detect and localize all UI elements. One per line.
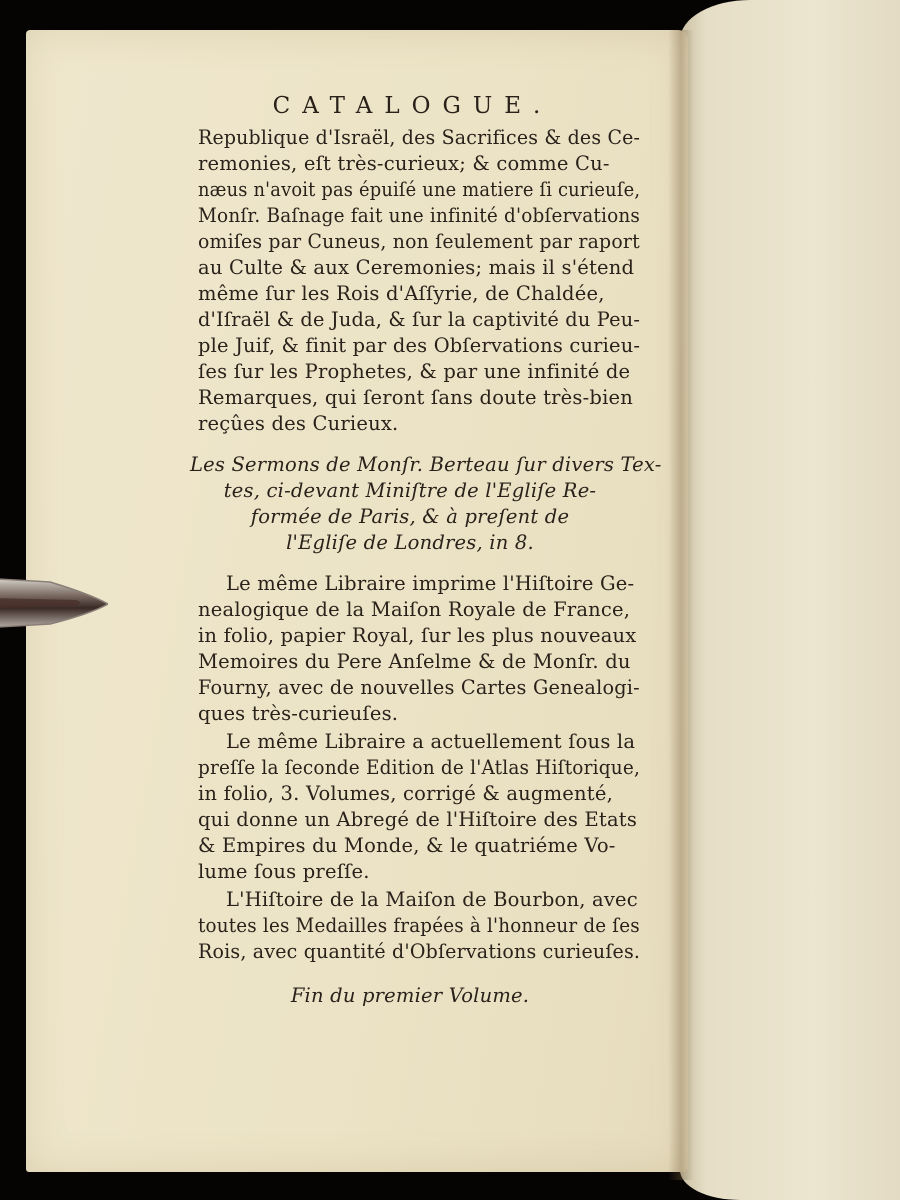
text-line: Remarques, qui ſeront ſans doute très-bien [198, 386, 634, 409]
text-line: ſes ſur les Prophetes, & par une infinité de [198, 360, 631, 383]
text-line: Rois, avec quantité d'Obſervations curieuſes. [198, 940, 641, 963]
text-line: remonies, eſt très-curieux; & comme Cu- [198, 152, 610, 175]
text-line: Monſr. Baſnage fait une infinité d'obſervations [198, 204, 641, 227]
text-line: næus n'avoit pas épuiſé une matiere ſi curieuſe, [198, 178, 641, 201]
text-line: Republique d'Israël, des Sacrifices & des Ce- [198, 126, 641, 149]
text-line: in folio, papier Royal, ſur les plus nouveaux [198, 624, 637, 647]
sermons-notice-line: l'Egliſe de Londres, in 8. [286, 531, 534, 554]
text-line: ple Juif, & finit par des Obſervations curieu- [198, 334, 641, 357]
text-line: d'Iſraël & de Juda, & ſur la captivité du Peu- [198, 308, 641, 331]
text-line: Le même Libraire a actuellement ſous la [226, 730, 636, 753]
text-line: reçûes des Curieux. [198, 412, 399, 435]
text-line: Memoires du Pere Anſelme & de Monſr. du [198, 650, 631, 673]
text-line: toutes les Medailles frapées à l'honneur de ſes [198, 914, 640, 937]
text-line: même ſur les Rois d'Aſſyrie, de Chaldée, [198, 282, 605, 305]
text-line: ques très-curieuſes. [198, 702, 399, 725]
text-line: preſſe la ſeconde Edition de l'Atlas Hiſtorique, [198, 756, 641, 779]
text-line: L'Hiſtoire de la Maiſon de Bourbon, avec [226, 888, 638, 911]
sermons-notice-line: tes, ci-devant Miniſtre de l'Egliſe Re- [223, 479, 597, 502]
running-heading: CATALOGUE. [272, 93, 553, 119]
sermons-notice-line: Les Sermons de Monſr. Berteau ſur divers Tex- [190, 453, 662, 476]
text-line: lume ſous preſſe. [198, 860, 370, 883]
sermons-notice-line: formée de Paris, & à preſent de [250, 505, 570, 528]
text-line: in folio, 3. Volumes, corrigé & augmenté, [198, 782, 613, 805]
text-line: omiſes par Cuneus, non ſeulement par raport [198, 230, 640, 253]
text-line: Fourny, avec de nouvelles Cartes Genealogi- [198, 676, 640, 699]
text-line: au Culte & aux Ceremonies; mais il s'étend [198, 256, 635, 279]
closing-line: Fin du premier Volume. [290, 984, 530, 1007]
text-line: qui donne un Abregé de l'Hiſtoire des Etats [198, 808, 638, 831]
text-line: & Empires du Monde, & le quatriéme Vo- [198, 834, 616, 857]
text-line: nealogique de la Maiſon Royale de France, [198, 598, 631, 621]
text-line: Le même Libraire imprime l'Hiſtoire Ge- [226, 572, 635, 595]
